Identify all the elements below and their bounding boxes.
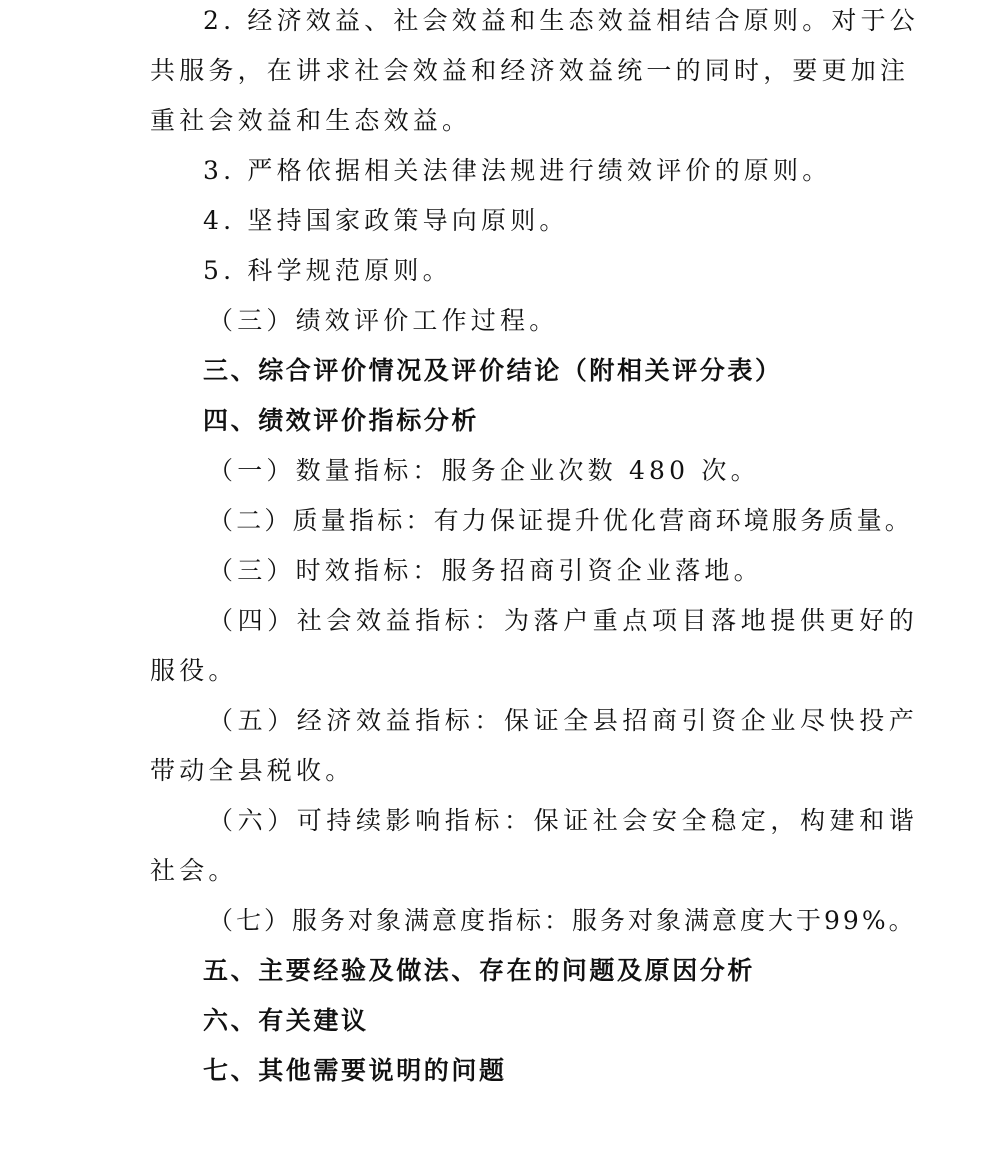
timeliness-indicator: （三）时效指标：服务招商引资企业落地。 <box>208 556 763 585</box>
sustainability-indicator-line-2: 社会。 <box>150 856 238 885</box>
principle-2-line-2: 共服务，在讲求社会效益和经济效益统一的同时，要更加注 <box>150 56 910 85</box>
principle-5: 5. 科学规范原则。 <box>203 256 452 285</box>
satisfaction-indicator: （七）服务对象满意度指标：服务对象满意度大于99%。 <box>208 906 917 935</box>
sustainability-indicator-line-1: （六）可持续影响指标：保证社会安全稳定，构建和谐 <box>208 806 919 835</box>
economic-benefit-indicator-line-1: （五）经济效益指标：保证全县招商引资企业尽快投产 <box>208 706 919 735</box>
evaluation-process-subheading: （三）绩效评价工作过程。 <box>208 306 559 335</box>
principle-4: 4. 坚持国家政策导向原则。 <box>203 206 569 235</box>
social-benefit-indicator-line-2: 服役。 <box>150 656 238 685</box>
economic-benefit-indicator-line-2: 带动全县税收。 <box>150 756 355 785</box>
section-7-heading: 七、其他需要说明的问题 <box>203 1056 507 1085</box>
social-benefit-indicator-line-1: （四）社会效益指标：为落户重点项目落地提供更好的 <box>208 606 919 635</box>
section-6-heading: 六、有关建议 <box>203 1006 369 1035</box>
quantity-indicator: （一）数量指标：服务企业次数 480 次。 <box>208 456 760 485</box>
section-4-heading: 四、绩效评价指标分析 <box>203 406 480 435</box>
quality-indicator: （二）质量指标：有力保证提升优化营商环境服务质量。 <box>208 506 914 535</box>
section-3-heading: 三、综合评价情况及评价结论（附相关评分表） <box>203 356 783 385</box>
principle-2-line-3: 重社会效益和生态效益。 <box>150 106 472 135</box>
principle-2-line-1: 2. 经济效益、社会效益和生态效益相结合原则。对于公 <box>203 6 920 35</box>
section-5-heading: 五、主要经验及做法、存在的问题及原因分析 <box>203 956 756 985</box>
principle-3: 3. 严格依据相关法律法规进行绩效评价的原则。 <box>203 156 832 185</box>
